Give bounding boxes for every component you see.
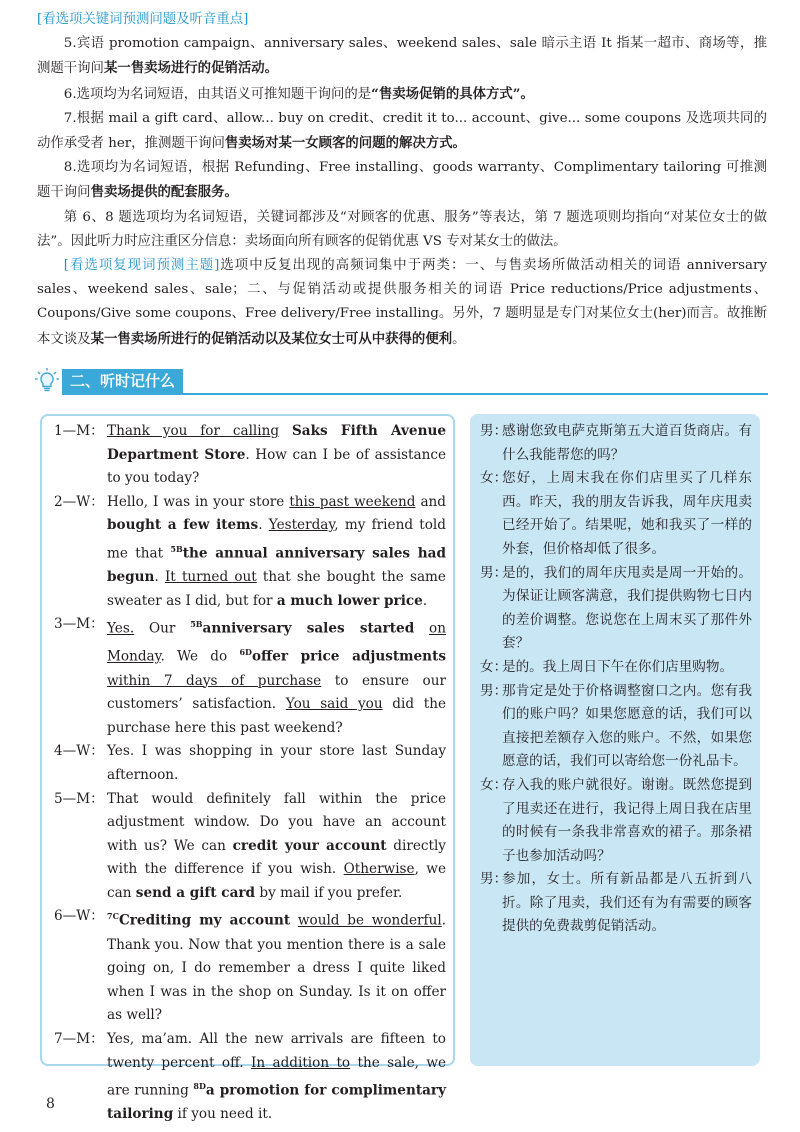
turn-text: Yes. I was shopping in your store last Sunday afternoon. [107,743,446,783]
translation-text: 那肯定是处于价格调整窗口之内。您有我们的账户吗？如果您愿意的话，我们可以直接把差额存入您的账户。不然，如果您愿意的话，我们可以寄给您一份礼品卡。 [502,682,752,770]
speaker-label: 5—M： [54,790,104,807]
speaker-label: 男： [480,423,508,439]
turn-text: Yes, ma’am. All the new arrivals are fifteen to twenty percent off. In addition to the sale, we are running $^{8D}$a promotion for complimentary tailoring if you need it. [107,1030,446,1123]
translation-row [480,680,752,774]
translation-text: 参加，女士。所有新品都是八五折到八折。除了甩卖，我们还有为有需要的顾客提供的免费裁剪促销活动。 [502,871,752,935]
dialogue-turn [54,740,446,787]
intro-p2: 6.选项均为名词短语，由其语义可推知题干询问的是“售卖场促销的具体方式”。 [63,85,534,102]
speaker-label: 女： [480,776,508,793]
turn-text: $^{7C}$Crediting my account would be wonderful. Thank you. Now that you mention there is a sale going on, I do remember a dress I quite liked when I was in the shop on Sunday. Is it on offer as well? [107,911,447,1024]
turn-text: Yes. Our $^{5B}$anniversary sales started on Monday. We do $^{6D}$offer price adjustments within 7 days of purchase to ensure our customers’ satisfaction. You said you did the purchase here this past weekend? [107,619,447,736]
page-number: 8 [46,1096,55,1112]
section-header [34,367,768,395]
dialogue-turn [54,1028,446,1127]
dialogue-turn [54,491,446,614]
speaker-label: 男： [480,871,508,888]
translation-text: 是的。我上周日下午在你们店里购物。 [502,658,734,675]
chinese-translation [480,420,752,939]
speaker-label: 女： [480,658,508,675]
translation-row [480,467,752,561]
intro-p4: 8.选项均为名词短语，根据 Refunding、Free installing、goods warranty、Complimentary tailoring 可推测题干询问售卖场提供的配套服务。 [37,160,767,201]
translation-row [480,656,752,680]
turn-text: Thank you for calling Saks Fifth Avenue Department Store. How can I be of assistance to you today? [107,423,446,487]
intro-text [37,8,767,352]
translation-row [480,868,752,939]
turn-text: That would definitely fall within the price adjustment window. Do you have an account with us? We can credit your account directly with the difference if you wish. Otherwise, we can send a gift card by mail if you prefer. [107,790,446,901]
speaker-label: 3—M： [54,616,104,633]
speaker-label: 7—M： [54,1030,104,1047]
intro-p5: 第 6、8 题选项均为名词短语，关键词都涉及“对顾客的优惠、服务”等表达，第 7 题选项则均指向“对某位女士的做法”。因此听力时应注重区分信息：卖场面向所有顾客的促销优惠 VS 专对某女士的做法。 [37,209,767,249]
english-transcript [54,420,446,1127]
translation-text: 感谢您致电萨克斯第五大道百货商店。有什么我能帮您的吗？ [502,423,752,463]
section-title: 二、听时记什么 [62,369,183,393]
lightbulb-icon [34,367,60,395]
dialogue-turn [54,420,446,491]
translation-row [480,774,752,868]
intro-p1-tag: [看选项关键词预测问题及听音重点] [37,12,249,27]
speaker-label: 2—W： [54,493,104,510]
section-rule [62,393,768,395]
dialogue-turn [54,905,446,1028]
translation-text: 存入我的账户就很好。谢谢。既然您提到了甩卖还在进行，我记得上周日我在店里的时候有一条我非常喜欢的裙子。那条裙子也参加活动吗？ [502,776,752,864]
dialogue-turn [54,613,446,740]
translation-text: 是的，我们的周年庆甩卖是周一开始的。为保证让顾客满意，我们提供购物七日内的差价调整。您说您在上周末买了那件外套？ [502,564,752,652]
intro-p1: 5.宾语 promotion campaign、anniversary sales、weekend sales、sale 暗示主语 It 指某一超市、商场等，推测题干询问某一售卖场进行的促销活动。 [37,36,767,77]
translation-text: 您好，上周末我在你们店里买了几样东西。昨天，我的朋友告诉我，周年庆甩卖已经开始了。结果呢，她和我买了一样的外套，但价格却低了很多。 [502,470,752,557]
translation-row [480,420,752,467]
translation-row [480,562,752,656]
speaker-label: 1—M： [54,423,104,439]
speaker-label: 4—W： [54,743,104,760]
speaker-label: 6—W： [54,908,104,925]
speaker-label: 男： [480,564,508,581]
intro-p6: [看选项复现词预测主题]选项中反复出现的高频词集中于两类：一、与售卖场所做活动相关的词语 anniversary sales、weekend sales、sale；二、与促销活动或提供服务相关的词语 Price reductions/Price adjustments、Coupons/Give some coupons、Free delivery/Free installing。另外，7 题明显是专门对某位女士(her)而言。故推断本文谈及某一售卖场所进行的促销活动以及某位女士可从中获得的便利。 [37,258,768,347]
intro-p3: 7.根据 mail a gift card、allow... buy on credit、credit it to... account、give... some coupons 及选项共同的动作承受者 her，推测题干询问售卖场对某一女顾客的问题的解决方式。 [37,110,767,152]
speaker-label: 女： [480,470,508,487]
dialogue-turn [54,788,446,906]
turn-text: Hello, I was in your store this past weekend and bought a few items. Yesterday, my friend told me that $^{5B}$the annual anniversary sales had begun. It turned out that she bought the same sweater as I did, but for a much lower price. [107,493,447,609]
speaker-label: 男： [480,682,508,699]
